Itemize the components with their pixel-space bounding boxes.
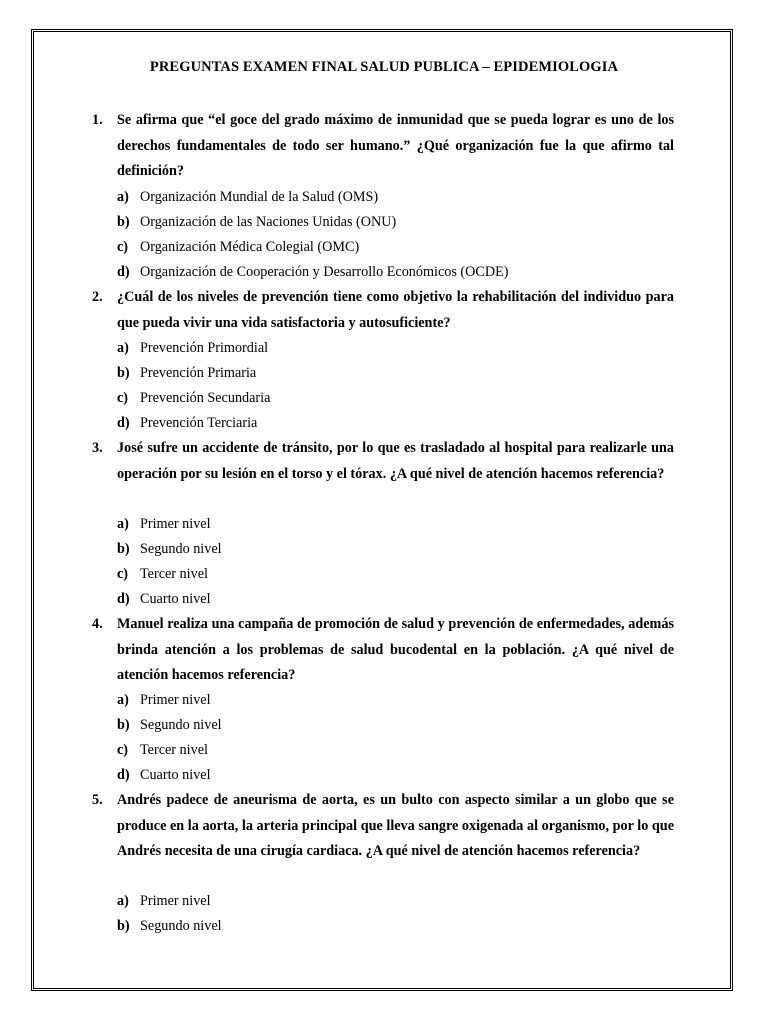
- option-2c: [117, 388, 270, 408]
- option-text: Tercer nivel: [140, 742, 208, 758]
- option-letter: d): [117, 415, 130, 431]
- option-4a: [117, 690, 211, 710]
- option-1c: [117, 237, 359, 257]
- option-letter: b): [117, 717, 130, 733]
- option-text: Primer nivel: [140, 516, 211, 532]
- option-letter: c): [117, 742, 129, 758]
- option-1b: [117, 212, 396, 232]
- option-5a: [117, 891, 211, 911]
- question-number: 4.: [92, 616, 103, 632]
- option-3a: [117, 514, 211, 534]
- question-text: Se afirma que “el goce del grado máximo de inmunidad que se pueda lograr es uno de los derechos fundamentales de todo ser humano.” ¿Qué organización fue la que afirmo tal definición?: [117, 112, 674, 180]
- option-text: Segundo nivel: [140, 541, 222, 557]
- option-4c: [117, 740, 208, 760]
- question-1: [92, 108, 674, 185]
- option-letter: c): [117, 390, 129, 406]
- option-4b: [117, 715, 222, 735]
- option-text: Organización Mundial de la Salud (OMS): [140, 189, 379, 205]
- option-text: Cuarto nivel: [140, 591, 211, 607]
- option-2b: [117, 363, 256, 383]
- option-5b: [117, 916, 222, 936]
- option-letter: a): [117, 189, 129, 205]
- option-3d: [117, 589, 211, 609]
- option-text: Segundo nivel: [140, 918, 222, 934]
- option-2a: [117, 338, 268, 358]
- option-3c: [117, 564, 208, 584]
- question-text: Andrés padece de aneurisma de aorta, es un bulto con aspecto similar a un globo que se produce en la aorta, la arteria principal que lleva sangre oxigenada al organismo, por lo que Andrés necesita de una cirugía cardiaca. ¿A qué nivel de atención hacemos referencia?: [117, 792, 674, 860]
- option-letter: d): [117, 767, 130, 783]
- option-letter: a): [117, 516, 129, 532]
- option-text: Prevención Primaria: [140, 365, 257, 381]
- option-text: Organización de las Naciones Unidas (ONU): [140, 214, 397, 230]
- option-letter: a): [117, 893, 129, 909]
- option-text: Primer nivel: [140, 893, 211, 909]
- question-number: 3.: [92, 440, 103, 456]
- option-letter: b): [117, 918, 130, 934]
- option-letter: b): [117, 541, 130, 557]
- option-2d: [117, 413, 257, 433]
- question-number: 1.: [92, 112, 103, 128]
- option-letter: a): [117, 340, 129, 356]
- question-number: 2.: [92, 289, 103, 305]
- option-text: Prevención Primordial: [140, 340, 269, 356]
- option-text: Primer nivel: [140, 692, 211, 708]
- option-1d: [117, 262, 509, 282]
- option-text: Tercer nivel: [140, 566, 208, 582]
- document-title: PREGUNTAS EXAMEN FINAL SALUD PUBLICA – EPIDEMIOLOGIA: [149, 59, 619, 75]
- option-text: Segundo nivel: [140, 717, 222, 733]
- option-3b: [117, 539, 222, 559]
- question-4: [92, 612, 674, 689]
- option-4d: [117, 765, 211, 785]
- question-text: José sufre un accidente de tránsito, por lo que es trasladado al hospital para realizarle una operación por su lesión en el torso y el tórax. ¿A qué nivel de atención hacemos referencia?: [117, 440, 674, 482]
- question-text: ¿Cuál de los niveles de prevención tiene como objetivo la rehabilitación del individuo para que pueda vivir una vida satisfactoria y autosuficiente?: [117, 289, 674, 331]
- option-letter: c): [117, 566, 129, 582]
- question-text: Manuel realiza una campaña de promoción de salud y prevención de enfermedades, además brinda atención a los problemas de salud bucodental en la población. ¿A qué nivel de atención hacemos referencia?: [117, 616, 674, 684]
- option-text: Organización Médica Colegial (OMC): [140, 239, 360, 255]
- option-letter: c): [117, 239, 129, 255]
- option-letter: d): [117, 264, 130, 280]
- option-text: Cuarto nivel: [140, 767, 211, 783]
- option-text: Prevención Secundaria: [140, 390, 271, 406]
- question-2: [92, 285, 674, 336]
- question-5: [92, 788, 674, 865]
- option-letter: a): [117, 692, 129, 708]
- question-3: [92, 436, 674, 487]
- option-1a: [117, 187, 378, 207]
- option-letter: b): [117, 365, 130, 381]
- option-text: Prevención Terciaria: [140, 415, 258, 431]
- option-text: Organización de Cooperación y Desarrollo Económicos (OCDE): [140, 264, 509, 280]
- option-letter: d): [117, 591, 130, 607]
- option-letter: b): [117, 214, 130, 230]
- question-number: 5.: [92, 792, 103, 808]
